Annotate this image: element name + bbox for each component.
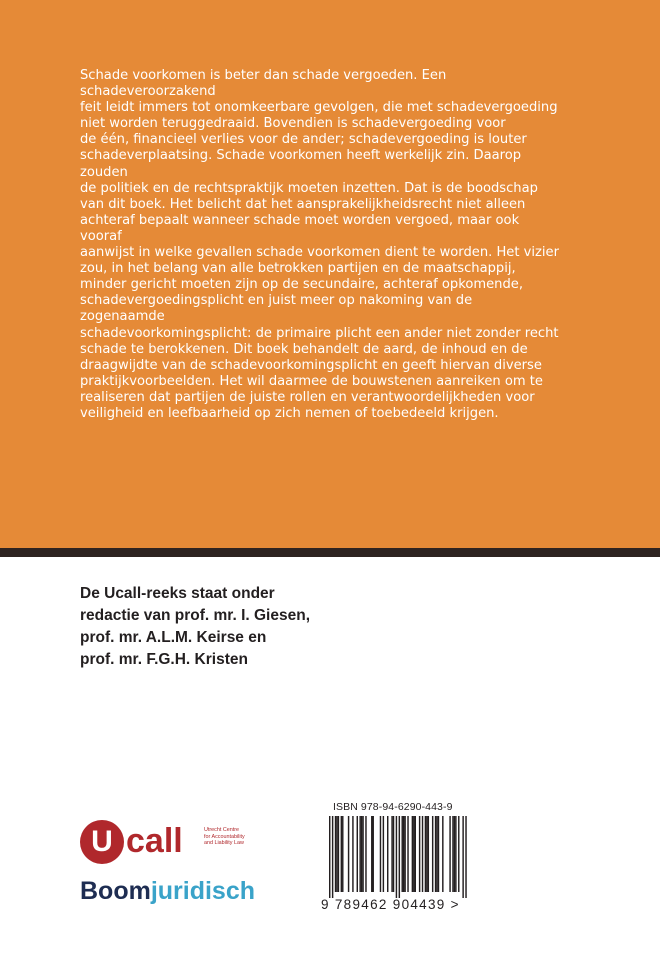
barcode-bar bbox=[435, 816, 436, 892]
barcode-bar bbox=[425, 816, 426, 892]
barcode-bar bbox=[412, 816, 413, 892]
barcode-bar bbox=[438, 816, 439, 892]
dark-divider-band bbox=[0, 548, 660, 557]
barcode-bar bbox=[342, 816, 343, 892]
barcode-bar bbox=[407, 816, 408, 892]
barcode-bar bbox=[338, 816, 339, 892]
barcode-bar bbox=[348, 816, 349, 892]
isbn-barcode bbox=[329, 816, 469, 898]
barcode-bar bbox=[362, 816, 363, 892]
barcode-bar bbox=[436, 816, 437, 892]
ucall-logo-letter: U bbox=[91, 825, 113, 858]
barcode-bar bbox=[352, 816, 353, 892]
barcode-bar bbox=[357, 816, 358, 892]
ucall-logo-tagline: Utrecht Centre for Accountability and Liability Law bbox=[204, 827, 245, 847]
barcode-bar bbox=[454, 816, 455, 892]
barcode-bar bbox=[422, 816, 423, 892]
barcode-bar bbox=[391, 816, 392, 892]
series-editors-note: De Ucall-reeks staat onder redactie van prof. mr. I. Giesen, prof. mr. A.L.M. Keirse en prof. mr. F.G.H. Kristen bbox=[80, 585, 311, 668]
barcode-bar bbox=[403, 816, 404, 892]
barcode-bar bbox=[428, 816, 429, 892]
barcode-bar bbox=[465, 816, 466, 898]
ucall-logo bbox=[80, 820, 280, 864]
barcode-bar bbox=[402, 816, 403, 892]
barcode-bar bbox=[419, 816, 420, 892]
barcode-bar bbox=[336, 816, 337, 892]
barcode-digits: 9 789462 904439 > bbox=[321, 897, 460, 912]
barcode-bar bbox=[452, 816, 453, 892]
publisher-logo-boom: Boom bbox=[80, 877, 151, 905]
barcode-bar bbox=[426, 816, 427, 892]
ucall-logo-word: call bbox=[126, 822, 183, 860]
barcode-bar bbox=[365, 816, 366, 892]
barcode-bar bbox=[455, 816, 456, 892]
barcode-bar bbox=[432, 816, 433, 892]
publisher-logo bbox=[80, 876, 255, 906]
barcode-bar bbox=[387, 816, 388, 892]
barcode-bar bbox=[458, 816, 459, 892]
barcode-bar bbox=[393, 816, 394, 892]
barcode-bar bbox=[332, 816, 333, 898]
barcode-bar bbox=[415, 816, 416, 892]
barcode-bar bbox=[399, 816, 400, 898]
isbn-label: ISBN 978-94-6290-443-9 bbox=[333, 801, 453, 813]
barcode-bar bbox=[329, 816, 330, 898]
barcode-bar bbox=[359, 816, 360, 892]
barcode-bar bbox=[341, 816, 342, 892]
barcode-bar bbox=[361, 816, 362, 892]
barcode-bar bbox=[449, 816, 450, 892]
barcode-bar bbox=[371, 816, 372, 892]
barcode-bar bbox=[462, 816, 463, 898]
barcode-bar bbox=[383, 816, 384, 892]
barcode-bar bbox=[380, 816, 381, 892]
publisher-logo-juridisch: juridisch bbox=[150, 877, 256, 905]
barcode-bar bbox=[413, 816, 414, 892]
barcode-bar bbox=[396, 816, 397, 898]
barcode-bar bbox=[373, 816, 374, 892]
barcode-bar bbox=[404, 816, 405, 892]
barcode-bar bbox=[335, 816, 336, 892]
back-cover-blurb: Schade voorkomen is beter dan schade vergoeden. Een schadeveroorzakend feit leidt immers tot onomkeerbare gevolgen, die met schadevergoeding niet worden teruggedraaid. Bovendien is schadevergoeding voor de één, financieel verlies voor de ander; schadevergoeding is louter schadeverplaatsing. Schade voorkomen heeft werkelijk zin. Daarop zouden de politiek en de rechtspraktijk moeten inzetten. Dat is de boodschap van dit boek. Het belicht dat het aansprakelijkheidsrecht niet alleen achteraf bepaalt wanneer schade moet worden vergoed, maar ook vooraf aanwijst in welke gevallen schade voorkomen dient te worden. Het vizier zou, in het belang van alle betrokken partijen en de maatschappij, minder gericht moeten zijn op de secundaire, achteraf opkomende, schadevergoedingsplicht en juist meer op nakoming van de zogenaamde schadevoorkomingsplicht: de primaire plicht een ander niet zonder recht schade te berokkenen. Dit boek behandelt de aard, de inhoud en de draagwijdte van de schadevoorkomingsplicht en geeft hiervan diverse praktijkvoorbeelden. Het wil daarmee de bouwstenen aanreiken om te realiseren dat partijen de juiste rollen en verantwoordelijkheden voor veiligheid en leefbaarheid op zich nemen of toebedeeld krijgen. bbox=[80, 68, 559, 421]
barcode-bar bbox=[442, 816, 443, 892]
